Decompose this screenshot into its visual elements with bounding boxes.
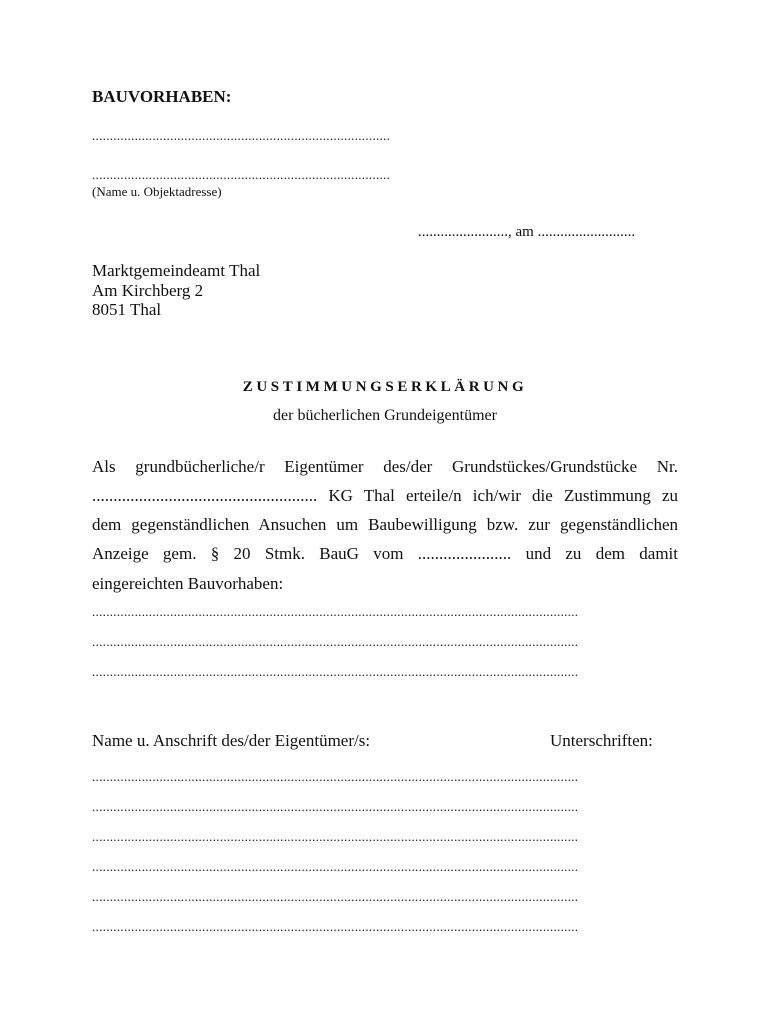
body-line-2: ..................................................... KG Thal erteile/n ich/wir die Zustimmung zu	[92, 486, 678, 505]
owner-line-4: .........................................................................................................................................	[92, 859, 579, 874]
body-line-3: dem gegenständlichen Ansuchen um Baubewilligung bzw. zur gegenständlichen	[92, 515, 678, 534]
recipient-city: 8051 Thal	[92, 300, 162, 319]
project-dots-line-1: ....................................................................................	[92, 128, 391, 143]
recipient-name: Marktgemeindeamt Thal	[92, 261, 261, 280]
project-label: BAUVORHABEN:	[92, 87, 232, 106]
owner-line-3: .........................................................................................................................................	[92, 829, 579, 844]
project-description-line-2: .........................................................................................................................................	[92, 634, 579, 649]
owner-line-6: .........................................................................................................................................	[92, 919, 579, 934]
recipient-street: Am Kirchberg 2	[92, 281, 204, 300]
document-title: ZUSTIMMUNGSERKLÄRUNG	[242, 379, 528, 395]
signatures-label: Unterschriften:	[550, 731, 653, 750]
owner-line-5: .........................................................................................................................................	[92, 889, 579, 904]
owner-line-1: .........................................................................................................................................	[92, 769, 579, 784]
project-caption: (Name u. Objektadresse)	[92, 184, 222, 199]
project-dots-line-2: ....................................................................................	[92, 167, 391, 182]
body-line-1: Als grundbücherliche/r Eigentümer des/der Grundstückes/Grundstücke Nr.	[92, 457, 678, 476]
body-line-4: Anzeige gem. § 20 Stmk. BauG vom ...................... und zu dem damit	[92, 544, 678, 563]
owner-line-2: .........................................................................................................................................	[92, 799, 579, 814]
document-subtitle: der bücherlichen Grundeigentümer	[273, 407, 497, 424]
project-description-line-1: .........................................................................................................................................	[92, 604, 579, 619]
owners-name-label: Name u. Anschrift des/der Eigentümer/s:	[92, 731, 371, 750]
body-line-5: eingereichten Bauvorhaben:	[92, 574, 284, 593]
project-description-line-3: .........................................................................................................................................	[92, 664, 579, 679]
place-date-line: ........................, am ..........................	[418, 224, 636, 240]
